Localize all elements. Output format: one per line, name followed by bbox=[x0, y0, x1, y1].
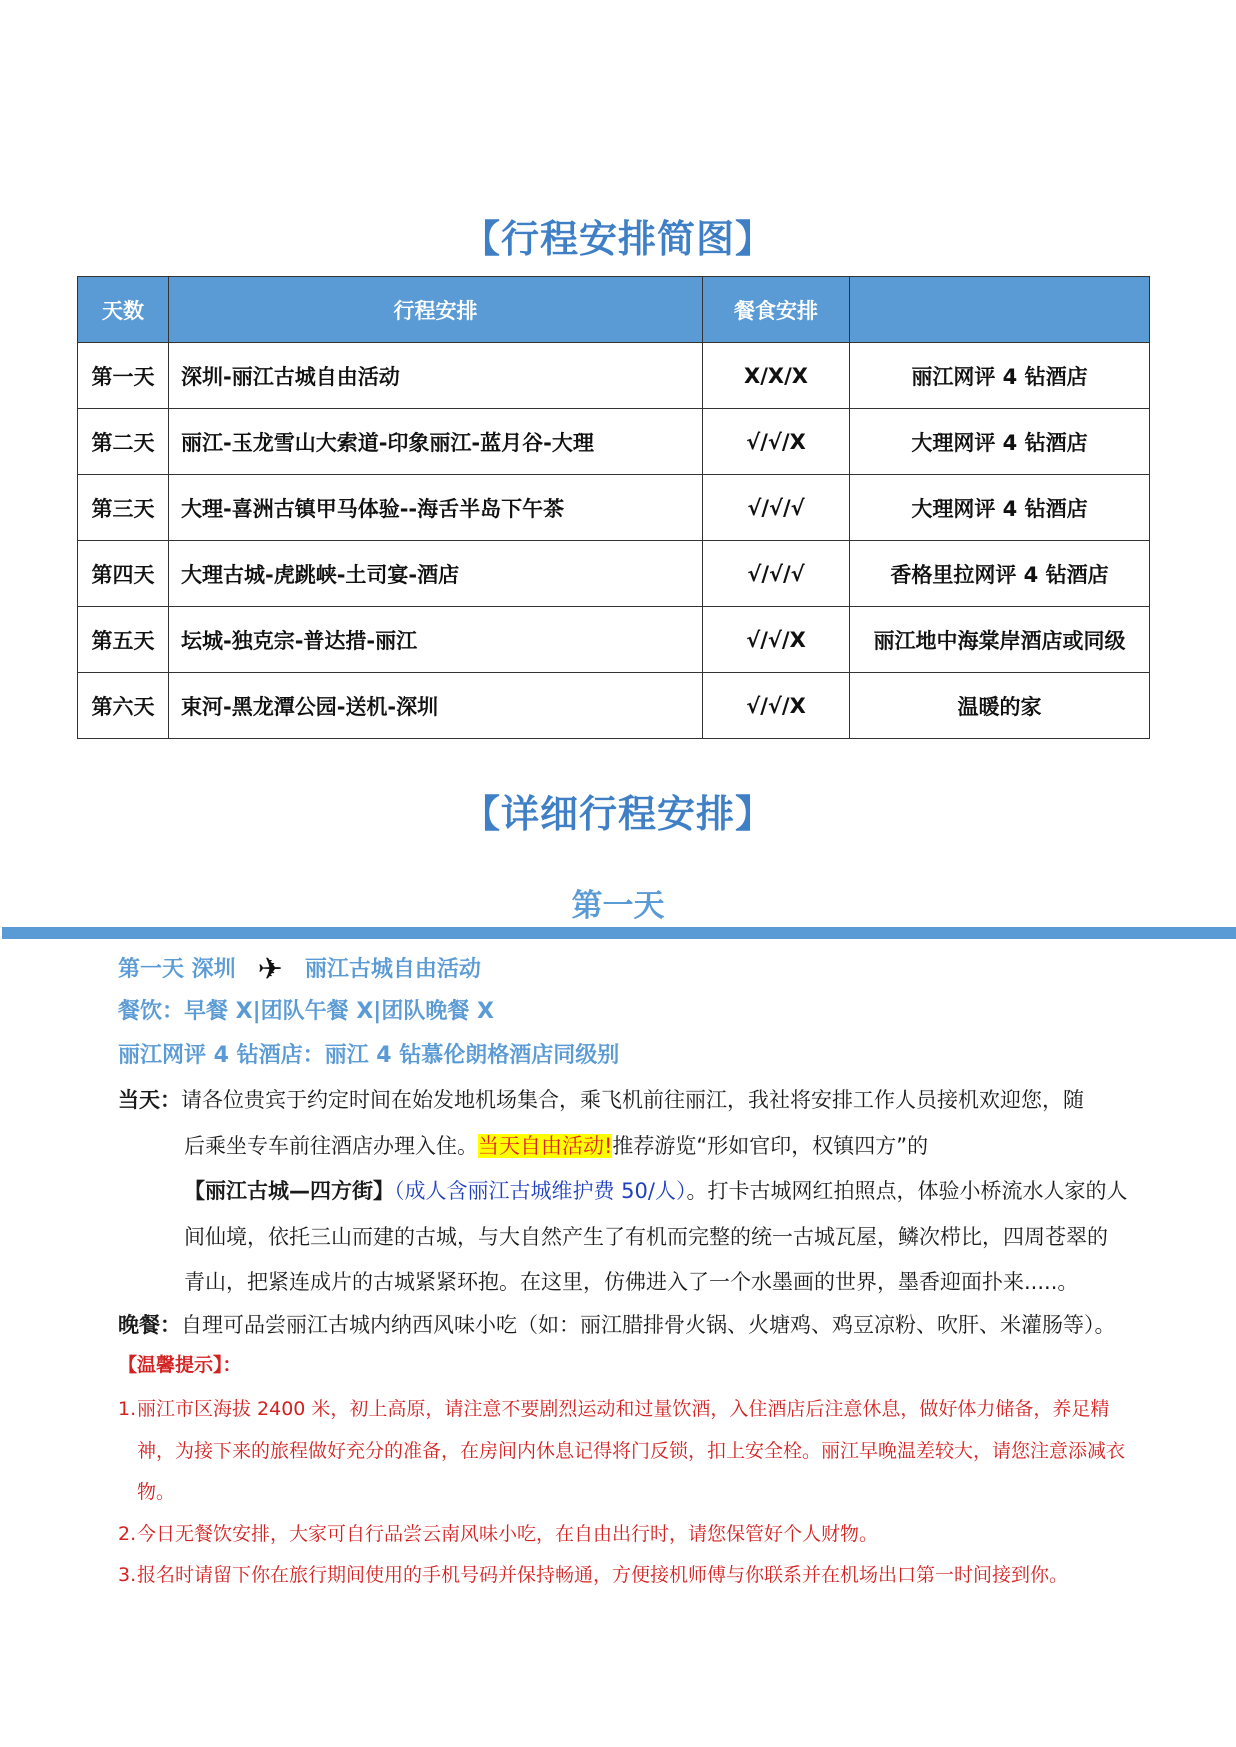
tip-number: 1. bbox=[118, 1398, 137, 1420]
header-meals: 餐食安排 bbox=[703, 277, 850, 343]
detail-title: 【详细行程安排】 bbox=[461, 792, 774, 836]
tip-item bbox=[118, 1514, 1128, 1556]
today-label: 当天： bbox=[118, 1088, 181, 1112]
route-cell: 坛城-独克宗-普达措-丽江 bbox=[169, 607, 703, 673]
day-cell: 第一天 bbox=[78, 343, 169, 409]
route-line bbox=[118, 952, 481, 987]
hotel-cell: 大理网评 4 钻酒店 bbox=[850, 409, 1150, 475]
hotel-cell: 丽江地中海棠岸酒店或同级 bbox=[850, 607, 1150, 673]
day-cell: 第三天 bbox=[78, 475, 169, 541]
meal-cell: √/√/X bbox=[703, 607, 850, 673]
route-cell: 深圳-丽江古城自由活动 bbox=[169, 343, 703, 409]
header-route: 行程安排 bbox=[169, 277, 703, 343]
hotel-cell: 丽江网评 4 钻酒店 bbox=[850, 343, 1150, 409]
tip-number: 2. bbox=[118, 1522, 137, 1545]
old-town-name: 【丽江古城—四方街】 bbox=[184, 1179, 394, 1203]
section-divider bbox=[2, 927, 1236, 939]
tip-text: 丽江市区海拔 2400 米，初上高原，请注意不要剧烈运动和过量饮酒，入住酒店后注意休息，做好体力储备，养足精神，为接下来的旅程做好充分的准备，在房间内休息记得将门反锁，扣上安全栓。丽江早晚温差较大，请您注意添减衣物。 bbox=[137, 1398, 1126, 1503]
hotel-line: 丽江网评 4 钻酒店：丽江 4 钻慕伦朗格酒店同级别 bbox=[118, 1043, 620, 1068]
route-from: 第一天 深圳 bbox=[118, 957, 236, 982]
dinner-label: 晚餐： bbox=[118, 1313, 181, 1337]
tip-item bbox=[118, 1555, 1128, 1597]
hotel-cell: 温暖的家 bbox=[850, 673, 1150, 739]
meal-cell: √/√/X bbox=[703, 673, 850, 739]
day-heading: 第一天 bbox=[571, 888, 665, 924]
dinner-paragraph bbox=[118, 1303, 1128, 1349]
route-cell: 丽江-玉龙雪山大索道-印象丽江-蓝月谷-大理 bbox=[169, 409, 703, 475]
table-header-row bbox=[78, 277, 1150, 343]
today-text-3: 推荐游览“形如官印，权镇四方”的 bbox=[612, 1133, 929, 1158]
header-hotel bbox=[850, 277, 1150, 343]
tip-text: 今日无餐饮安排，大家可自行品尝云南风味小吃，在自由出行时，请您保管好个人财物。 bbox=[137, 1522, 879, 1545]
route-to: 丽江古城自由活动 bbox=[304, 957, 481, 982]
meals-line: 餐饮：早餐 X|团队午餐 X|团队晚餐 X bbox=[118, 999, 494, 1024]
hotel-cell: 大理网评 4 钻酒店 bbox=[850, 475, 1150, 541]
meal-cell: √/√/X bbox=[703, 409, 850, 475]
meal-cell: X/X/X bbox=[703, 343, 850, 409]
dinner-text: 自理可品尝丽江古城内纳西风味小吃（如：丽江腊排骨火锅、火塘鸡、鸡豆凉粉、吹肝、米灌肠等）。 bbox=[181, 1313, 1116, 1337]
free-activity-highlight: 当天自由活动! bbox=[478, 1133, 613, 1158]
summary-title: 【行程安排简图】 bbox=[461, 217, 774, 261]
itinerary-summary-table bbox=[77, 276, 1150, 739]
tip-text: 报名时请留下你在旅行期间使用的手机号码并保持畅通，方便接机师傅与你联系并在机场出口第一时间接到你。 bbox=[137, 1564, 1069, 1586]
route-cell: 大理古城-虎跳峡-土司宴-酒店 bbox=[169, 541, 703, 607]
route-cell: 大理-喜洲古镇甲马体验--海舌半岛下午茶 bbox=[169, 475, 703, 541]
hotel-cell: 香格里拉网评 4 钻酒店 bbox=[850, 541, 1150, 607]
day-cell: 第二天 bbox=[78, 409, 169, 475]
table-row bbox=[78, 343, 1150, 409]
table-row bbox=[78, 409, 1150, 475]
day-cell: 第六天 bbox=[78, 673, 169, 739]
table-row bbox=[78, 475, 1150, 541]
table-row bbox=[78, 541, 1150, 607]
meal-cell: √/√/√ bbox=[703, 475, 850, 541]
tip-item bbox=[118, 1389, 1128, 1514]
tip-number: 3. bbox=[118, 1564, 137, 1586]
airplane-icon: ✈ bbox=[257, 952, 283, 987]
today-text-4: 。打卡古城网红拍照点，体验小桥流水人家的人间仙境，依托三山而建的古城，与大自然产生了有机而完整的统一古城瓦屋，鳞次栉比，四周苍翠的青山，把紧连成片的古城紧紧环抱。在这里，仿佛进入了一个水墨画的世界，墨香迎面扑来.....。 bbox=[184, 1179, 1128, 1294]
today-paragraph bbox=[118, 1078, 1128, 1306]
day-cell: 第四天 bbox=[78, 541, 169, 607]
header-day: 天数 bbox=[78, 277, 169, 343]
meal-cell: √/√/√ bbox=[703, 541, 850, 607]
table-row bbox=[78, 673, 1150, 739]
tips-list bbox=[118, 1389, 1128, 1597]
maintenance-fee-note: （成人含丽江古城维护费 50/人） bbox=[394, 1179, 687, 1203]
table-row bbox=[78, 607, 1150, 673]
tips-title: 【温馨提示】： bbox=[118, 1354, 242, 1376]
today-text-2: 后乘坐专车前往酒店办理入住。 bbox=[184, 1133, 478, 1158]
day-cell: 第五天 bbox=[78, 607, 169, 673]
today-text-1: 请各位贵宾于约定时间在始发地机场集合，乘飞机前往丽江，我社将安排工作人员接机欢迎您，随 bbox=[181, 1088, 1084, 1112]
route-cell: 束河-黑龙潭公园-送机-深圳 bbox=[169, 673, 703, 739]
